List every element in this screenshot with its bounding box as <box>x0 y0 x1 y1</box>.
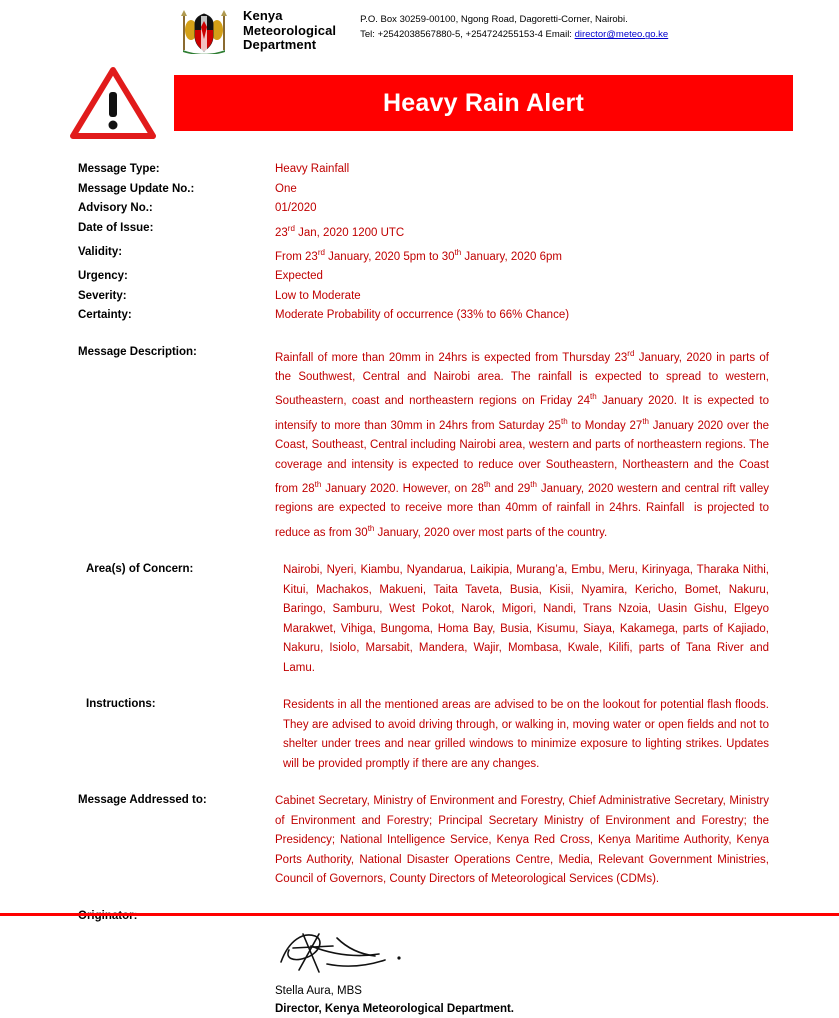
signature-area <box>0 928 839 1018</box>
section-areas-of-concern <box>0 561 839 678</box>
meta-label-validity: Validity: <box>78 245 123 258</box>
meta-value-date-of-issue: 23rd Jan, 2020 1200 UTC <box>275 223 405 239</box>
meta-value-message-type: Heavy Rainfall <box>275 163 350 175</box>
table-row <box>78 160 769 180</box>
alert-banner <box>174 75 793 131</box>
handwritten-signature-icon <box>275 928 455 980</box>
text-instructions: Residents in all the mentioned areas are advised to be on the lookout for potential flash floods. They are advised to avoid driving through, or walking in, moving water or open fields and not to shelter under trees and near grilled windows to minimize exposure to lighting strikes. Updates will be provided promptly if there are any changes. <box>283 699 769 770</box>
table-row <box>78 180 769 200</box>
table-row <box>78 219 769 243</box>
org-line-1: Kenya <box>243 8 283 23</box>
meta-label-message-update-no: Message Update No.: <box>78 182 195 195</box>
org-line-2: Meteorological <box>243 22 337 38</box>
meta-label-severity: Severity: <box>78 289 127 302</box>
org-line-3: Department <box>243 37 317 53</box>
meta-label-date-of-issue: Date of Issue: <box>78 221 154 234</box>
footer-divider <box>0 913 839 916</box>
meta-label-message-type: Message Type: <box>78 163 160 175</box>
meta-label-certainty: Certainty: <box>78 309 132 322</box>
telephone-line: Tel: +2542038567880-5, +254724255153-4 Email: <box>360 29 572 41</box>
organization-name <box>243 8 336 53</box>
section-message-addressed-to <box>0 792 839 890</box>
text-message-description: Rainfall of more than 20mm in 24hrs is expected from Thursday 23rd January, 2020 in parts of the Southwest, Central and Nairobi area. The rainfall is expected to spread to western, Southeastern, coast and northeastern regions on Friday 24th January 2020. It is expected to intensify to more than 30mm in 24hrs from Saturday 25th to Monday 27th January 2020 over the Coast, Southeast, Central including Nairobi area, western and parts of northeastern regions. The coverage and intensity is expected to reduce over Southeastern, Northeastern and the Coast from 28th January 2020. However, on 28th and 29th January, 2020 western and central rift valley regions are expected to receive more than 40mm of rainfall in 24hrs. Rainfall is projected to reduce as from 30th January, 2020 over most parts of the country. <box>275 348 770 539</box>
table-row <box>78 243 769 267</box>
signatory-name: Stella Aura, MBS <box>275 984 362 997</box>
alert-banner-row <box>0 60 839 144</box>
email-link[interactable]: director@meteo.go.ke <box>574 29 669 41</box>
table-row <box>78 287 769 307</box>
table-row <box>78 306 769 326</box>
kenya-coat-of-arms-icon <box>175 8 233 54</box>
meta-value-urgency: Expected <box>275 270 323 283</box>
label-areas-of-concern: Area(s) of Concern: <box>86 563 194 576</box>
label-instructions: Instructions: <box>86 698 156 711</box>
warning-triangle-icon <box>70 66 156 140</box>
signatory-title: Director, Kenya Meteorological Department. <box>275 1002 515 1015</box>
meta-value-certainty: Moderate Probability of occurrence (33% to 66% Chance) <box>275 309 570 322</box>
meta-value-message-update-no: One <box>275 182 297 195</box>
meta-label-advisory-no: Advisory No.: <box>78 202 153 214</box>
table-row <box>78 199 769 219</box>
signature-spacer <box>78 928 275 1018</box>
contact-details <box>346 8 819 43</box>
metadata-table <box>0 160 839 326</box>
label-message-addressed-to: Message Addressed to: <box>78 794 207 807</box>
section-instructions <box>0 696 839 774</box>
table-row <box>78 267 769 287</box>
meta-value-severity: Low to Moderate <box>275 289 361 302</box>
text-areas-of-concern: Nairobi, Nyeri, Kiambu, Nyandarua, Laikipia, Murang’a, Embu, Meru, Kirinyaga, Tharaka Nithi, Kitui, Machakos, Makueni, Taita Taveta, Busia, Kisii, Nyamira, Kericho, Bomet, Nakuru, Baringo, Samburu, West Pokot, Narok, Migori, Nandi, Trans Nzoia, Uasin Gishu, Elgeyo Marakwet, Vihiga, Bungoma, Homa Bay, Busia, Kisumu, Siaya, Kakamega, parts of Kajiado, Nakuru, Isiolo, Marsabit, Mandera, Wajir, Mombasa, Kwale, Kilifi, parts of Tana River and Lamu. <box>283 564 769 674</box>
letterhead <box>0 0 839 60</box>
meta-value-advisory-no: 01/2020 <box>275 202 317 214</box>
section-message-description <box>0 344 839 544</box>
text-message-addressed-to: Cabinet Secretary, Ministry of Environment and Forestry, Chief Administrative Secretary, Ministry of Environment and Forestry; Principal Secretary Ministry of Environment and Forestry; the Presidency; National Intelligence Service, Kenya Red Cross, Kenya Maritime Authority, Kenya Ports Authority, National Disaster Operations Centre, Media, Relevant Government Ministries, Council of Governors, County Directors of Meteorological Services (CDMs). <box>275 795 769 886</box>
signature-block <box>275 928 769 1018</box>
meta-value-validity: From 23rd January, 2020 5pm to 30th January, 2020 6pm <box>275 247 562 263</box>
meta-label-urgency: Urgency: <box>78 270 128 283</box>
label-message-description: Message Description: <box>78 345 197 358</box>
postal-address: P.O. Box 30259-00100, Ngong Road, Dagoretti-Corner, Nairobi. <box>360 14 628 25</box>
alert-title: Heavy Rain Alert <box>383 88 584 117</box>
